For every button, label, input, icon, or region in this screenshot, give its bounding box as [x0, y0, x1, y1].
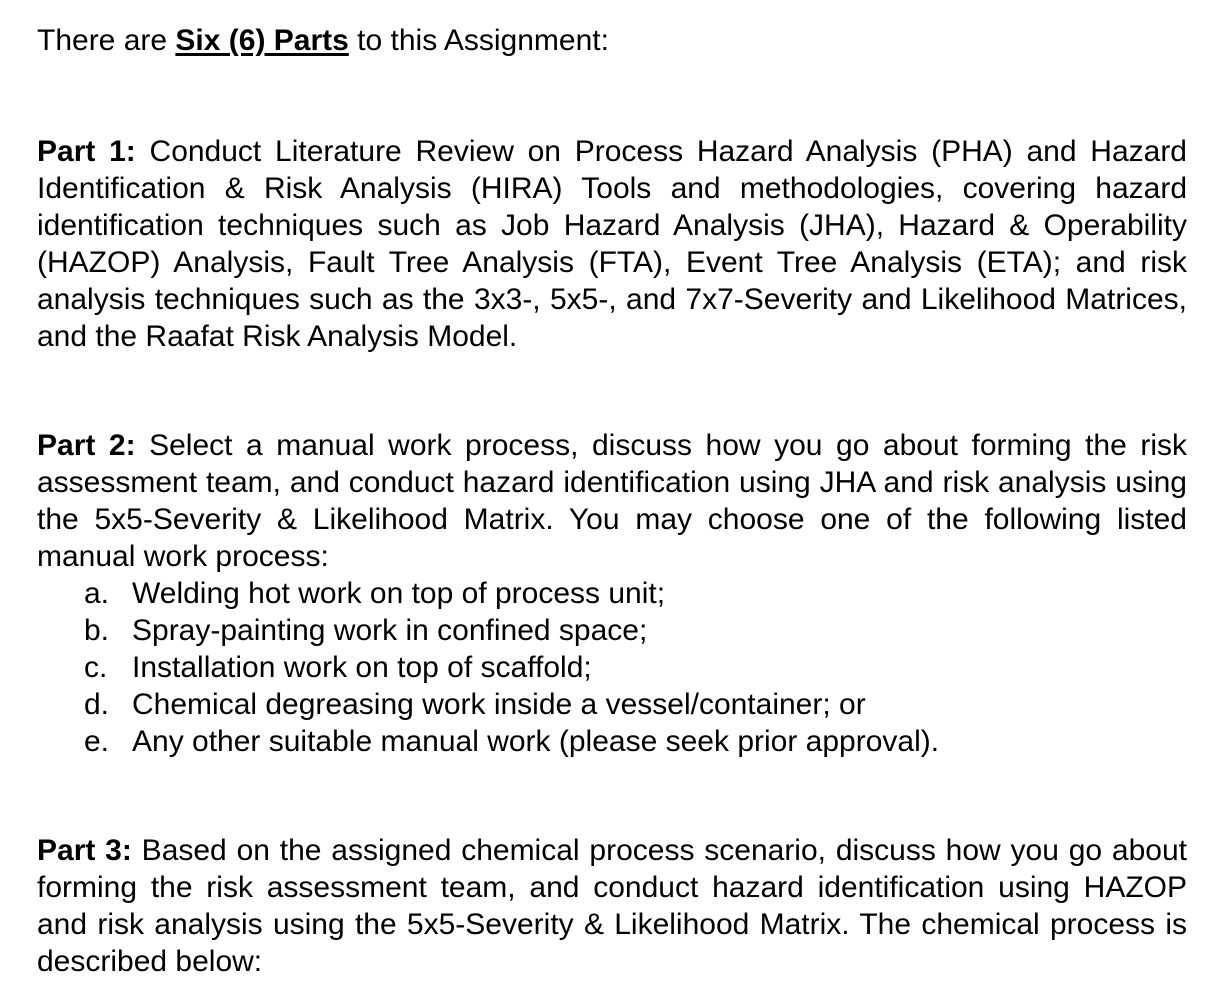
list-item — [37, 723, 1187, 760]
part-1-text: Conduct Literature Review on Process Hazard Analysis (PHA) and Hazard Identification & Risk Analysis (HIRA) Tools and methodologies, covering hazard identification techniques such as Job Hazard Analysis (JHA), Hazard & Operability (HAZOP) Analysis, Fault Tree Analysis (FTA), Event Tree Analysis (ETA); and risk analysis techniques such as the 3x3-, 5x5-, and 7x7-Severity and Likelihood Matrices, and the Raafat Risk Analysis Model. — [37, 135, 1187, 353]
list-item-text: Welding hot work on top of process unit; — [132, 577, 666, 610]
part-2-intro — [37, 427, 1187, 575]
part-3-paragraph — [37, 832, 1187, 980]
part-1-label: Part 1: — [37, 135, 136, 168]
list-item — [37, 649, 1187, 686]
intro-line — [37, 22, 609, 59]
part-2-label: Part 2: — [37, 429, 136, 462]
list-item-letter: d. — [84, 688, 110, 721]
list-item-text: Any other suitable manual work (please seek prior approval). — [132, 725, 940, 758]
part-3-text: Based on the assigned chemical process scenario, discuss how you go about forming the risk assessment team, and conduct hazard identification using HAZOP and risk analysis using the 5x5-Severity & Likelihood Matrix. The chemical process is described below: — [37, 834, 1187, 978]
list-item — [37, 686, 1187, 723]
intro-prefix: There are — [37, 24, 176, 57]
list-item — [37, 575, 1187, 612]
list-item-text: Chemical degreasing work inside a vessel/container; or — [132, 688, 866, 721]
list-item-text: Installation work on top of scaffold; — [132, 651, 592, 684]
part-2-text: Select a manual work process, discuss how you go about forming the risk assessment team, and conduct hazard identification using JHA and risk analysis using the 5x5-Severity & Likelihood Matrix. You may choose one of the following listed manual work process: — [37, 429, 1187, 573]
part-3-label: Part 3: — [37, 834, 132, 867]
manual-work-options-list — [37, 575, 1187, 760]
list-item-letter: a. — [84, 577, 110, 610]
list-item-letter: e. — [84, 725, 110, 758]
list-item — [37, 612, 1187, 649]
part-2-paragraph — [37, 427, 1187, 760]
list-item-letter: c. — [84, 651, 108, 684]
intro-suffix: to this Assignment: — [348, 24, 609, 57]
part-1-paragraph — [37, 133, 1187, 355]
parts-count-emphasis: Six (6) Parts — [175, 24, 349, 57]
list-item-text: Spray-painting work in confined space; — [132, 614, 648, 647]
list-item-letter: b. — [84, 614, 110, 647]
